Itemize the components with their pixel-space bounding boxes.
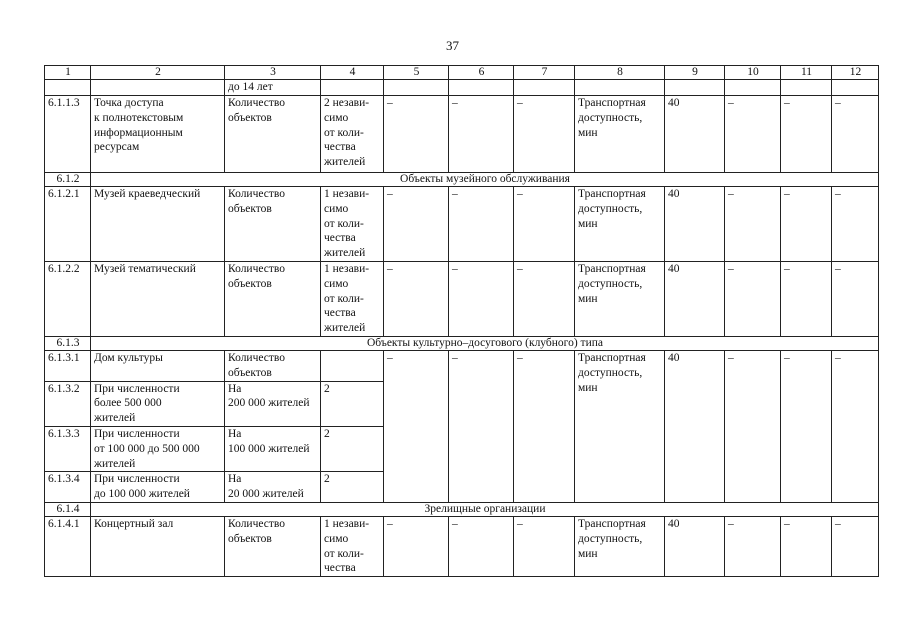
cell-code: 6.1.2.2 [45,262,91,337]
cell-col12: – [832,516,879,576]
cell-code: 6.1.3.2 [45,381,91,426]
cell-code: 6.1.1.3 [45,96,91,173]
cell-col8: Транспортная доступность, мин [575,262,665,337]
norms-table [44,65,879,577]
cell-code: 6.1.4.1 [45,516,91,576]
cell-indicator: Количество объектов [225,351,321,382]
cell-col11: – [781,187,832,262]
cell-norm: 2 [321,426,384,471]
cell-name: При численности от 100 000 до 500 000 жителей [91,426,225,471]
column-header: 7 [514,66,575,80]
cell-col6: – [449,262,514,337]
cell [781,80,832,96]
column-header: 10 [725,66,781,80]
table-row [45,262,879,337]
cell-col5: – [384,516,449,576]
cell-col7: – [514,262,575,337]
cell-norm: 2 [321,381,384,426]
section-row [45,502,879,516]
cell-col12: – [832,262,879,337]
cell-col10: – [725,187,781,262]
cell [45,80,91,96]
cell [91,80,225,96]
cell [449,80,514,96]
table-row [45,516,879,576]
column-header: 8 [575,66,665,80]
section-row [45,337,879,351]
table-row-continuation [45,80,879,96]
table-row [45,187,879,262]
cell-code: 6.1.3.4 [45,472,91,503]
cell-col9: 40 [665,351,725,503]
column-header: 3 [225,66,321,80]
column-header: 2 [91,66,225,80]
cell-name: Точка доступа к полнотекстовым информационным ресурсам [91,96,225,173]
cell-indicator: На 100 000 жителей [225,426,321,471]
section-code: 6.1.4 [45,502,91,516]
cell-norm: 1 незави- симо от коли- чества жителей [321,262,384,337]
column-header: 5 [384,66,449,80]
cell [665,80,725,96]
cell-col8: Транспортная доступность, мин [575,351,665,503]
cell-indicator: На 20 000 жителей [225,472,321,503]
cell-name: При численности до 100 000 жителей [91,472,225,503]
cell-code: 6.1.2.1 [45,187,91,262]
cell-indicator: Количество объектов [225,516,321,576]
cell-col5: – [384,262,449,337]
cell-name: При численности более 500 000 жителей [91,381,225,426]
cell [832,80,879,96]
cell-col10: – [725,96,781,173]
cell-indicator: Количество объектов [225,187,321,262]
column-header: 12 [832,66,879,80]
cell-col10: – [725,262,781,337]
cell-code: 6.1.3.1 [45,351,91,382]
column-header: 6 [449,66,514,80]
table-row [45,351,879,382]
cell-col11: – [781,96,832,173]
cell-col12: – [832,96,879,173]
cell-col8: Транспортная доступность, мин [575,516,665,576]
cell-col11: – [781,262,832,337]
cell-col9: 40 [665,96,725,173]
cell-indicator: до 14 лет [225,80,321,96]
cell-col6: – [449,187,514,262]
cell-name: Музей краеведческий [91,187,225,262]
column-number-row [45,66,879,80]
cell-col12: – [832,351,879,503]
cell-col7: – [514,187,575,262]
cell-name: Концертный зал [91,516,225,576]
cell-col5: – [384,187,449,262]
cell-name: Дом культуры [91,351,225,382]
cell-col10: – [725,351,781,503]
section-code: 6.1.3 [45,337,91,351]
cell-col11: – [781,351,832,503]
cell-norm: 1 незави- симо от коли- чества [321,516,384,576]
cell-indicator: Количество объектов [225,262,321,337]
cell-col5: – [384,96,449,173]
cell [384,80,449,96]
cell-col11: – [781,516,832,576]
section-title: Объекты культурно–досугового (клубного) типа [91,337,879,351]
cell-col9: 40 [665,516,725,576]
cell-col6: – [449,96,514,173]
cell-norm: 1 незави- симо от коли- чества жителей [321,187,384,262]
cell-col8: Транспортная доступность, мин [575,96,665,173]
cell [725,80,781,96]
cell-col9: 40 [665,187,725,262]
column-header: 9 [665,66,725,80]
section-row [45,173,879,187]
column-header: 4 [321,66,384,80]
cell-indicator: Количество объектов [225,96,321,173]
table-row [45,96,879,173]
cell-code: 6.1.3.3 [45,426,91,471]
cell-col6: – [449,516,514,576]
cell [514,80,575,96]
cell-norm [321,351,384,382]
cell-name: Музей тематический [91,262,225,337]
section-code: 6.1.2 [45,173,91,187]
column-header: 1 [45,66,91,80]
cell-norm: 2 [321,472,384,503]
section-title: Зрелищные организации [91,502,879,516]
section-title: Объекты музейного обслуживания [91,173,879,187]
cell-col7: – [514,351,575,503]
cell-col7: – [514,516,575,576]
cell-col9: 40 [665,262,725,337]
cell-col7: – [514,96,575,173]
cell-col10: – [725,516,781,576]
cell [575,80,665,96]
cell-norm: 2 незави- симо от коли- чества жителей [321,96,384,173]
cell-col5: – [384,351,449,503]
cell-col6: – [449,351,514,503]
page-number: 37 [446,38,459,53]
column-header: 11 [781,66,832,80]
cell-indicator: На 200 000 жителей [225,381,321,426]
cell-col8: Транспортная доступность, мин [575,187,665,262]
cell-col12: – [832,187,879,262]
cell [321,80,384,96]
